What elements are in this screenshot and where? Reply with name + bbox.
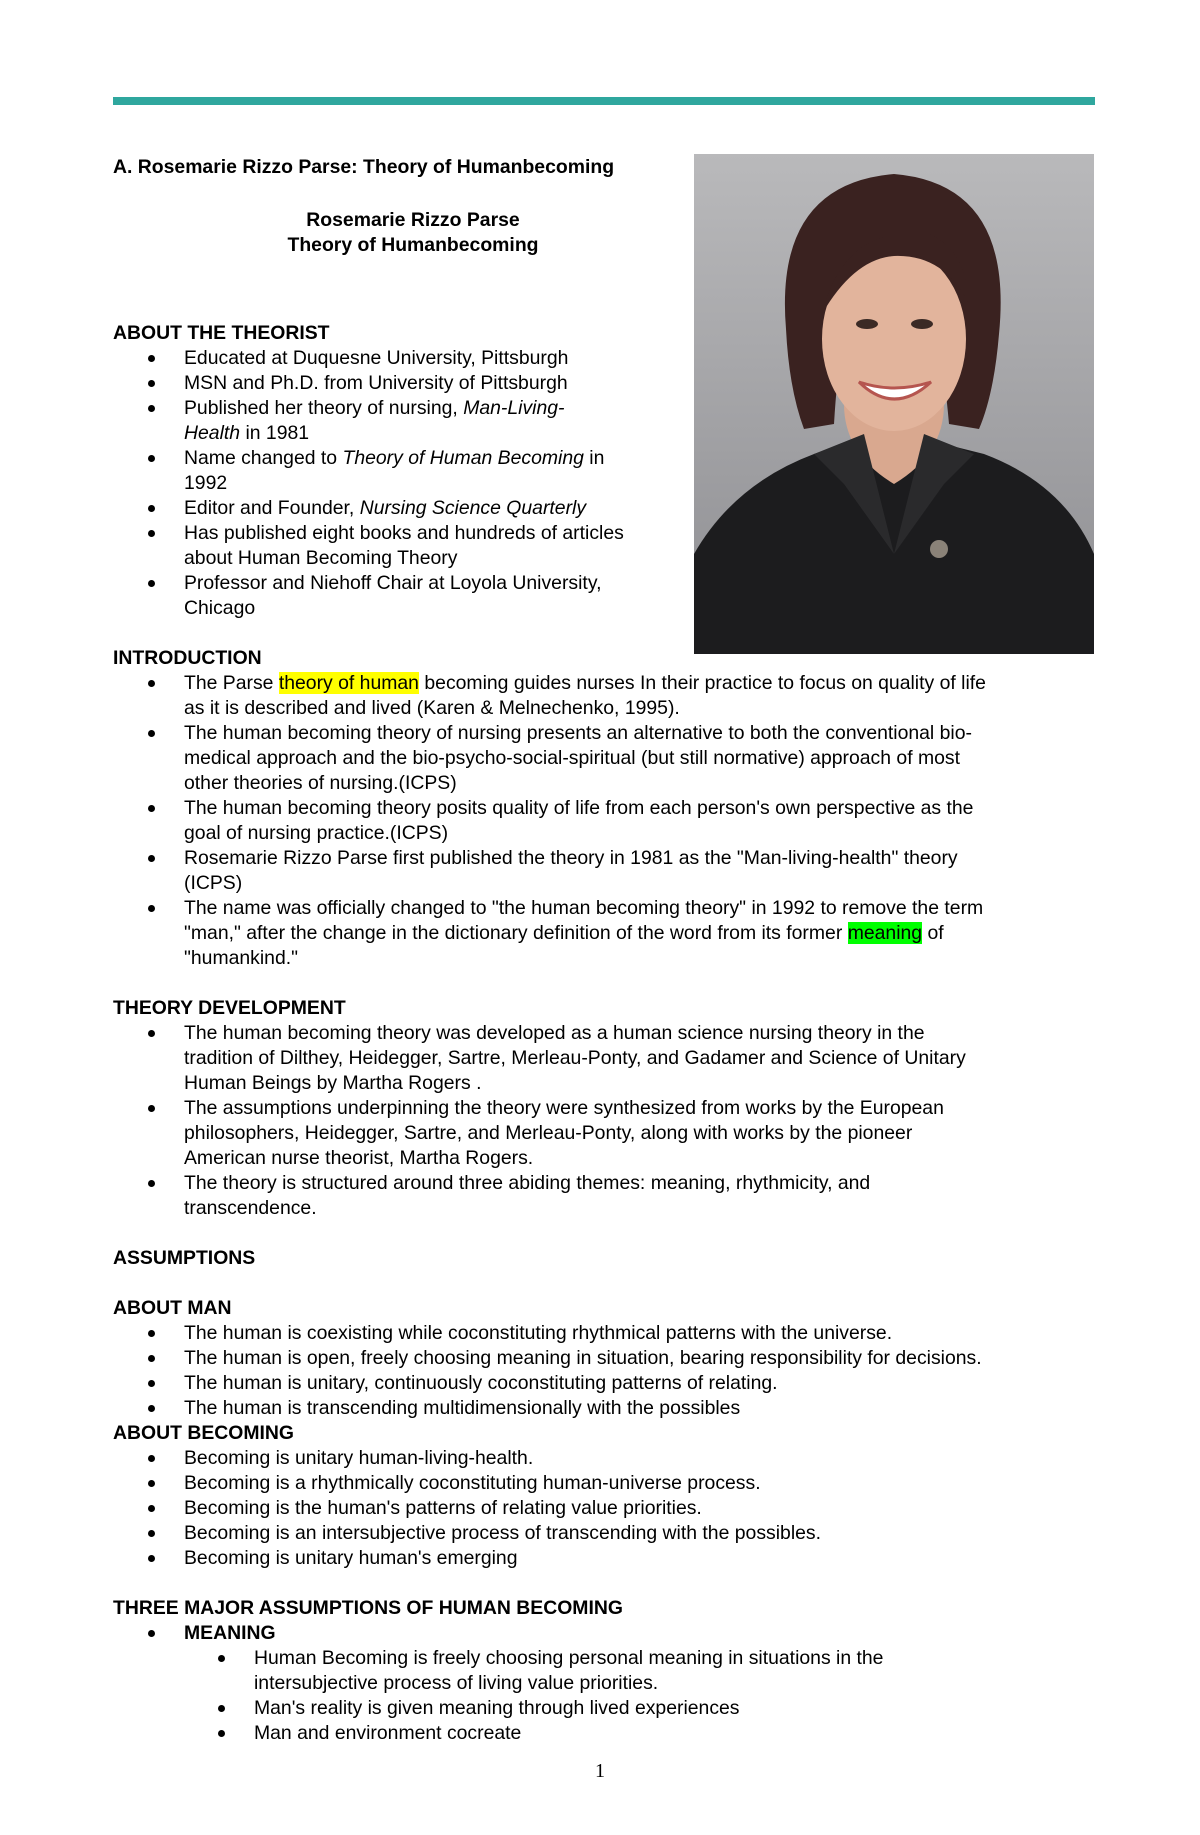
theorist-name-change-line1: Name changed to Theory of Human Becoming in xyxy=(184,447,605,469)
theorist-professor-line1: Professor and Niehoff Chair at Loyola University, xyxy=(184,572,602,594)
bullet xyxy=(148,1530,155,1537)
intro-p2-line2: medical approach and the bio-psycho-social-spiritual (but still normative) approach of most xyxy=(184,747,960,769)
man-assumption-2: The human is open, freely choosing meaning in situation, bearing responsibility for decisions. xyxy=(184,1347,982,1369)
bullet xyxy=(148,1455,155,1462)
intro-p5-line3: "humankind." xyxy=(184,947,299,969)
bullet xyxy=(148,1505,155,1512)
bullet xyxy=(148,405,155,412)
bullet xyxy=(148,1405,155,1412)
page-number: 1 xyxy=(595,1760,605,1782)
meaning-point-1-line2: intersubjective process of living value priorities. xyxy=(254,1672,659,1694)
intro-p2-line1: The human becoming theory of nursing presents an alternative to both the conventional bio- xyxy=(184,722,972,744)
theorist-editor: Editor and Founder, Nursing Science Quarterly xyxy=(184,497,587,519)
intro-p2-line3: other theories of nursing.(ICPS) xyxy=(184,772,457,794)
bullet xyxy=(148,530,155,537)
center-title-theory: Theory of Humanbecoming xyxy=(287,234,539,256)
man-assumption-1: The human is coexisting while coconstituting rhythmical patterns with the universe. xyxy=(184,1322,893,1344)
theorist-published-line2: Health in 1981 xyxy=(184,422,310,444)
bullet xyxy=(218,1730,225,1737)
bullet xyxy=(148,1630,155,1637)
theorist-degrees: MSN and Ph.D. from University of Pittsburgh xyxy=(184,372,568,394)
bullet xyxy=(148,1555,155,1562)
bullet xyxy=(148,1105,155,1112)
intro-p1-line2: as it is described and lived (Karen & Melnechenko, 1995). xyxy=(184,697,680,719)
meaning-point-1-line1: Human Becoming is freely choosing personal meaning in situations in the xyxy=(254,1647,884,1669)
top-accent-bar xyxy=(113,97,1095,105)
bullet xyxy=(148,580,155,587)
bullet xyxy=(148,1180,155,1187)
about-theorist-heading: ABOUT THE THEORIST xyxy=(113,322,330,344)
intro-p3-line1: The human becoming theory posits quality of life from each person's own perspective as the xyxy=(184,797,974,819)
bullet xyxy=(218,1705,225,1712)
theorist-published-line1: Published her theory of nursing, Man-Living- xyxy=(184,397,565,419)
intro-p1-line1: The Parse theory of human becoming guides nurses In their practice to focus on quality of life xyxy=(184,672,986,694)
introduction-heading: INTRODUCTION xyxy=(113,647,262,669)
theorist-portrait xyxy=(694,154,1094,654)
bullet xyxy=(148,855,155,862)
dev-p1-line2: tradition of Dilthey, Heidegger, Sartre, Merleau-Ponty, and Gadamer and Science of Unitary xyxy=(184,1047,966,1069)
theorist-books-line1: Has published eight books and hundreds of articles xyxy=(184,522,624,544)
theorist-professor-line2: Chicago xyxy=(184,597,256,619)
meaning-label: MEANING xyxy=(184,1622,276,1644)
bullet xyxy=(148,455,155,462)
dev-p2-line1: The assumptions underpinning the theory were synthesized from works by the European xyxy=(184,1097,944,1119)
highlight-meaning: meaning xyxy=(847,922,923,944)
intro-p4-line2: (ICPS) xyxy=(184,872,243,894)
center-title-name: Rosemarie Rizzo Parse xyxy=(306,209,520,231)
intro-p3-line2: goal of nursing practice.(ICPS) xyxy=(184,822,449,844)
intro-p4-line1: Rosemarie Rizzo Parse first published the theory in 1981 as the "Man-living-health" theory xyxy=(184,847,958,869)
dev-p3-line1: The theory is structured around three abiding themes: meaning, rhythmicity, and xyxy=(184,1172,871,1194)
three-major-assumptions-heading: THREE MAJOR ASSUMPTIONS OF HUMAN BECOMING xyxy=(113,1597,623,1619)
section-title: A. Rosemarie Rizzo Parse: Theory of Humanbecoming xyxy=(113,156,615,178)
meaning-point-3: Man and environment cocreate xyxy=(254,1722,522,1744)
dev-p1-line1: The human becoming theory was developed as a human science nursing theory in the xyxy=(184,1022,925,1044)
bullet xyxy=(148,1330,155,1337)
bullet xyxy=(218,1655,225,1662)
dev-p2-line3: American nurse theorist, Martha Rogers. xyxy=(184,1147,534,1169)
bullet xyxy=(148,805,155,812)
bullet xyxy=(148,680,155,687)
man-assumption-3: The human is unitary, continuously coconstituting patterns of relating. xyxy=(184,1372,778,1394)
becoming-assumption-3: Becoming is the human's patterns of relating value priorities. xyxy=(184,1497,702,1519)
bullet xyxy=(148,380,155,387)
dev-p1-line3: Human Beings by Martha Rogers . xyxy=(184,1072,482,1094)
dev-p2-line2: philosophers, Heidegger, Sartre, and Merleau-Ponty, along with works by the pioneer xyxy=(184,1122,913,1144)
becoming-assumption-2: Becoming is a rhythmically coconstituting human-universe process. xyxy=(184,1472,761,1494)
becoming-assumption-1: Becoming is unitary human-living-health. xyxy=(184,1447,534,1469)
bullet xyxy=(148,1480,155,1487)
bullet xyxy=(148,1355,155,1362)
meaning-point-2: Man's reality is given meaning through lived experiences xyxy=(254,1697,740,1719)
becoming-assumption-4: Becoming is an intersubjective process of transcending with the possibles. xyxy=(184,1522,821,1544)
highlight-theory-of-human: theory of human xyxy=(278,672,419,694)
bullet xyxy=(148,1030,155,1037)
dev-p3-line2: transcendence. xyxy=(184,1197,317,1219)
intro-p5-line1: The name was officially changed to "the human becoming theory" in 1992 to remove the term xyxy=(184,897,984,919)
man-assumption-4: The human is transcending multidimensionally with the possibles xyxy=(184,1397,741,1419)
bullet xyxy=(148,730,155,737)
theory-development-heading: THEORY DEVELOPMENT xyxy=(113,997,346,1019)
theorist-education: Educated at Duquesne University, Pittsburgh xyxy=(184,347,569,369)
bullet xyxy=(148,905,155,912)
theorist-name-change-line2: 1992 xyxy=(184,472,228,494)
about-becoming-heading: ABOUT BECOMING xyxy=(113,1422,294,1444)
bullet xyxy=(148,505,155,512)
assumptions-heading: ASSUMPTIONS xyxy=(113,1247,256,1269)
bullet xyxy=(148,1380,155,1387)
about-man-heading: ABOUT MAN xyxy=(113,1297,232,1319)
bullet xyxy=(148,355,155,362)
becoming-assumption-5: Becoming is unitary human's emerging xyxy=(184,1547,518,1569)
theorist-books-line2: about Human Becoming Theory xyxy=(184,547,458,569)
intro-p5-line2: "man," after the change in the dictionary definition of the word from its former meaning of xyxy=(184,922,944,944)
